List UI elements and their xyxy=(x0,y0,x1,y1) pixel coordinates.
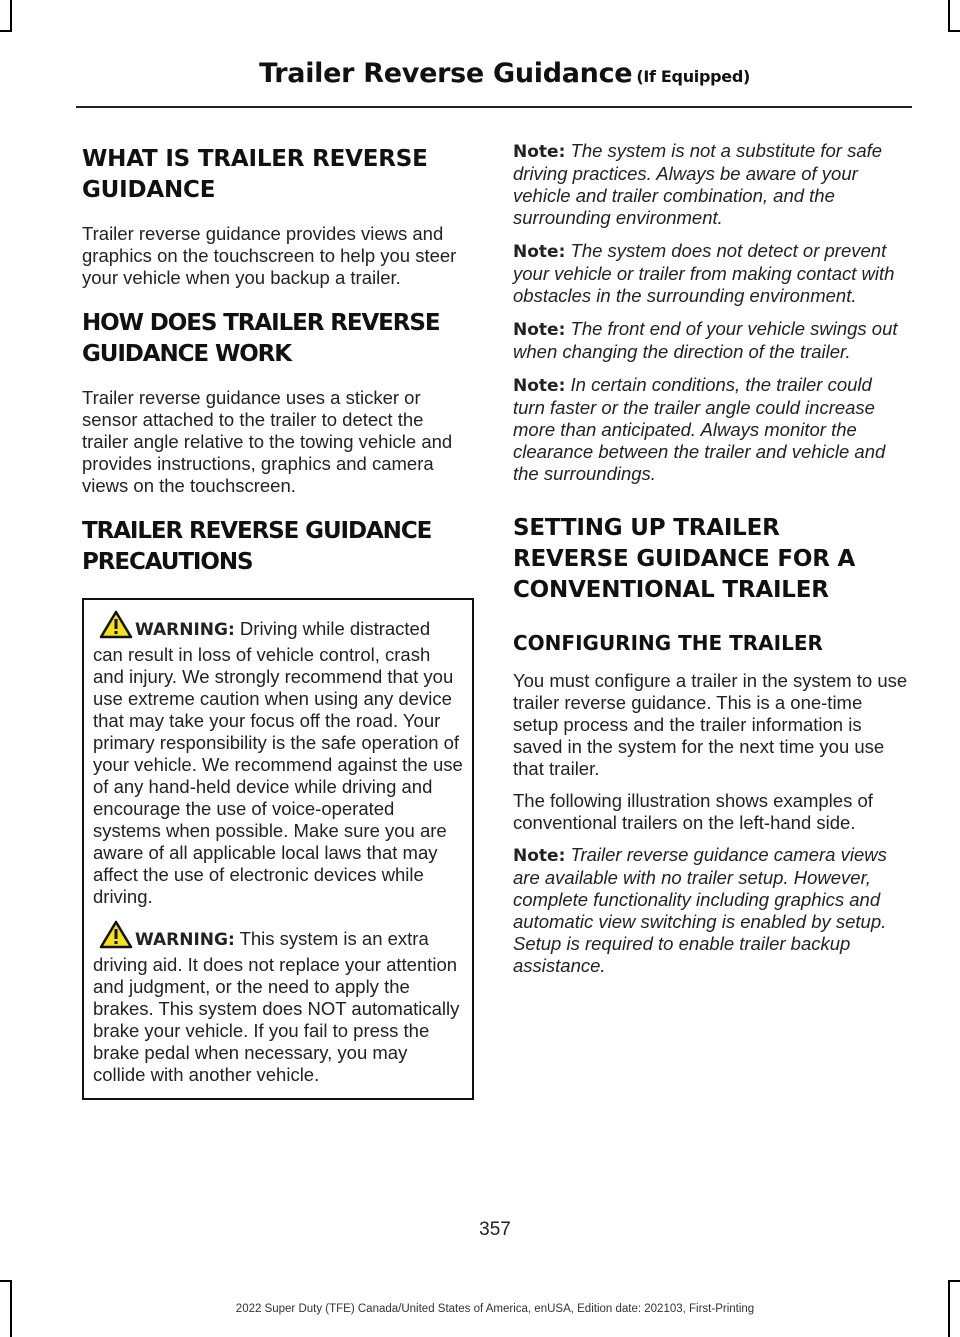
crop-mark xyxy=(0,30,12,32)
warning-label: WARNING: xyxy=(135,620,235,640)
footer-edition: 2022 Super Duty (TFE) Canada/United States of America, enUSA, Edition date: 202103, First-Printing xyxy=(235,1303,755,1315)
warning-triangle-icon xyxy=(99,610,133,644)
note-camera-views: Note: Trailer reverse guidance camera views are available with no trailer setup. However, complete functionality including graphics and automatic view switching is enabled by setup. Setup is required to enable trailer backup assistance. xyxy=(513,844,887,976)
crop-mark xyxy=(10,0,12,30)
warning-driving-aid xyxy=(93,920,463,1086)
running-header xyxy=(259,58,750,89)
section-heading-how-it-works: HOW DOES TRAILER REVERSE GUIDANCE WORK xyxy=(82,310,440,367)
right-column xyxy=(513,140,908,988)
crop-mark xyxy=(0,1280,12,1282)
note-front-swing: Note: The front end of your vehicle swings out when changing the direction of the trailer. xyxy=(513,318,898,362)
warning-distraction xyxy=(93,610,463,908)
warning-text: Driving while distracted can result in loss of vehicle control, crash and injury. We strongly recommend that you use extreme caution when using any device that may take your focus off the road. Your primary responsibility is the safe operation of your vehicle. We recommend against the use of any hand-held device while driving and encourage the use of voice-operated systems when possible. Make sure you are aware of all applicable local laws that may affect the use of electronic devices while driving. xyxy=(93,618,463,907)
note-no-detect: Note: The system does not detect or prevent your vehicle or trailer from making contact with obstacles in the surrounding environment. xyxy=(513,240,895,306)
crop-mark xyxy=(948,30,960,32)
configuring-body-2: The following illustration shows examples of conventional trailers on the left-hand side. xyxy=(513,790,873,833)
warning-box xyxy=(82,598,474,1100)
note-not-substitute: Note: The system is not a substitute for safe driving practices. Always be aware of your vehicle and trailer combination, and the surrounding environment. xyxy=(513,140,883,228)
header-suffix: (If Equipped) xyxy=(636,67,750,86)
warning-triangle-icon xyxy=(99,920,133,954)
crop-mark xyxy=(948,0,950,30)
how-it-works-body: Trailer reverse guidance uses a sticker or sensor attached to the trailer to detect the trailer angle relative to the towing vehicle and provides instructions, graphics and camera views on the touchscreen. xyxy=(82,387,453,496)
header-rule xyxy=(76,106,912,108)
warning-label: WARNING: xyxy=(135,930,235,950)
note-trailer-angle: Note: In certain conditions, the trailer could turn faster or the trailer angle could increase more than anticipated. Always monitor the clearance between the trailer and vehicle and the surroundings. xyxy=(513,374,886,484)
section-heading-setting-up: SETTING UP TRAILER REVERSE GUIDANCE FOR A CONVENTIONAL TRAILER xyxy=(513,515,856,603)
section-heading-what-is: WHAT IS TRAILER REVERSE GUIDANCE xyxy=(82,146,428,203)
warning-text: This system is an extra driving aid. It does not replace your attention and judgment, or the need to apply the brakes. This system does NOT automatically brake your vehicle. If you fail to press the brake pedal when necessary, you may collide with another vehicle. xyxy=(93,928,460,1085)
subheading-configuring: CONFIGURING THE TRAILER xyxy=(513,631,823,655)
crop-mark xyxy=(948,1280,960,1282)
what-is-body: Trailer reverse guidance provides views and graphics on the touchscreen to help you steer your vehicle when you backup a trailer. xyxy=(82,223,457,288)
left-column xyxy=(82,140,474,1100)
configuring-body-1: You must configure a trailer in the system to use trailer reverse guidance. This is a one-time setup process and the trailer information is saved in the system for the next time you use that trailer. xyxy=(513,670,908,779)
page-number: 357 xyxy=(479,1219,511,1240)
section-heading-precautions: TRAILER REVERSE GUIDANCE PRECAUTIONS xyxy=(82,518,432,575)
header-title: Trailer Reverse Guidance xyxy=(259,58,633,89)
